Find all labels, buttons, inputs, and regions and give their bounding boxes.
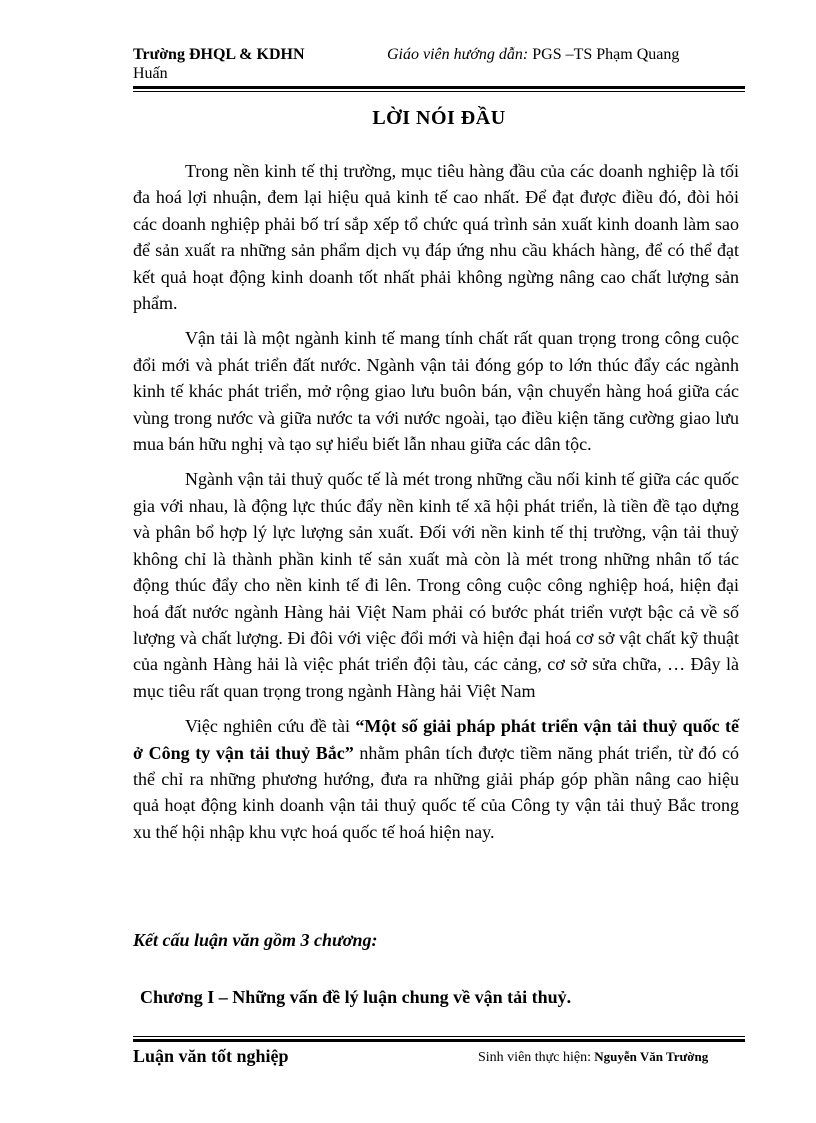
footer-doc-type: Luận văn tốt nghiệp: [133, 1046, 289, 1066]
paragraph-4-rest: nhằm phân tích được tiềm năng phát triển, từ đó có thể chỉ ra những phương hướng, đưa ra những giải pháp góp phần nâng cao hiệu quả hoạt động kinh doanh vận tải thuỷ quốc tế của Công ty vận tải thuỷ Bắc trong xu thế hội nhập khu vực hoá quốc tế hoá hiện nay.: [133, 742, 739, 842]
paragraph-1: Trong nền kinh tế thị trường, mục tiêu hàng đầu của các doanh nghiệp là tối đa hoá lợi nhuận, đem lại hiệu quả kinh tế cao nhất. Để đạt được điều đó, đòi hỏi các doanh nghiệp phải bố trí sắp xếp tổ chức quá trình sản xuất kinh doanh làm sao để sản xuất ra những sản phẩm dịch vụ đáp ứng nhu cầu khách hàng, để có thể đạt kết quả hoạt động kinh doanh tốt nhất phải không ngừng nâng cao chất lượng sản phẩm.: [133, 161, 739, 314]
student-name: Nguyễn Văn Trường: [590, 1049, 709, 1064]
footer-rule-thin: [133, 1036, 745, 1037]
thesis-topic: “Một số giải pháp phát triển vận tải thuỷ quốc tế ở Công ty vận tải thuỷ Bắc”: [133, 716, 739, 763]
footer-student: [478, 1049, 708, 1066]
paragraph-4: [133, 713, 739, 845]
header-rule-thin: [133, 91, 745, 92]
school-name: Trường ĐHQL & KDHN: [133, 46, 305, 63]
page-title: LỜI NÓI ĐẦU: [372, 107, 506, 129]
structure-heading: Kết cấu luận văn gồm 3 chương:: [133, 930, 378, 950]
footer-rule-thick: [133, 1039, 745, 1042]
advisor-label: Giáo viên hướng dẫn:: [387, 46, 529, 63]
chapter-1-heading: Chương I – Những vấn đề lý luận chung về vận tải thuỷ.: [140, 987, 572, 1007]
advisor-name: PGS –TS Phạm Quang: [528, 46, 680, 63]
student-label: Sinh viên thực hiện:: [478, 1050, 591, 1065]
paragraph-3: Ngành vận tải thuỷ quốc tế là mét trong những cầu nối kinh tế giữa các quốc gia với nhau, là động lực thúc đẩy nền kinh tế xã hội phát triển, là tiền đề tạo dựng và phân bổ hợp lý lực lượng sản xuất. Đối với nền kinh tế thị trường, vận tải thuỷ không chỉ là thành phần kinh tế sản xuất mà còn là mét trong những nhân tố tác động thúc đẩy cho nền kinh tế đi lên. Trong công cuộc công nghiệp hoá, hiện đại hoá đất nước ngành Hàng hải Việt Nam phải có bước phát triển vượt bậc cả về số lượng và chất lượng. Đi đôi với việc đổi mới và hiện đại hoá cơ sở vật chất kỹ thuật của ngành Hàng hải là việc phát triển đội tàu, các cảng, cơ sở sửa chữa, … Đây là mục tiêu rất quan trọng trong ngành Hàng hải Việt Nam: [133, 469, 739, 701]
paragraph-4-intro: Việc nghiên cứu đề tài: [185, 716, 356, 737]
advisor-line: [387, 45, 679, 65]
paragraph-2: Vận tải là một ngành kinh tế mang tính chất rất quan trọng trong công cuộc đổi mới và phát triển đất nước. Ngành vận tải đóng góp to lớn thúc đẩy các ngành kinh tế khác phát triển, mở rộng giao lưu buôn bán, vận chuyển hàng hoá giữa các vùng trong nước và giữa nước ta với nước ngoài, tạo điều kiện tăng cường giao lưu mua bán hữu nghị và tạo sự hiểu biết lẫn nhau giữa các dân tộc.: [133, 328, 739, 455]
advisor-name-continuation: Huấn: [133, 65, 168, 82]
body-text: [133, 158, 739, 854]
header-rule-thick: [133, 86, 745, 89]
